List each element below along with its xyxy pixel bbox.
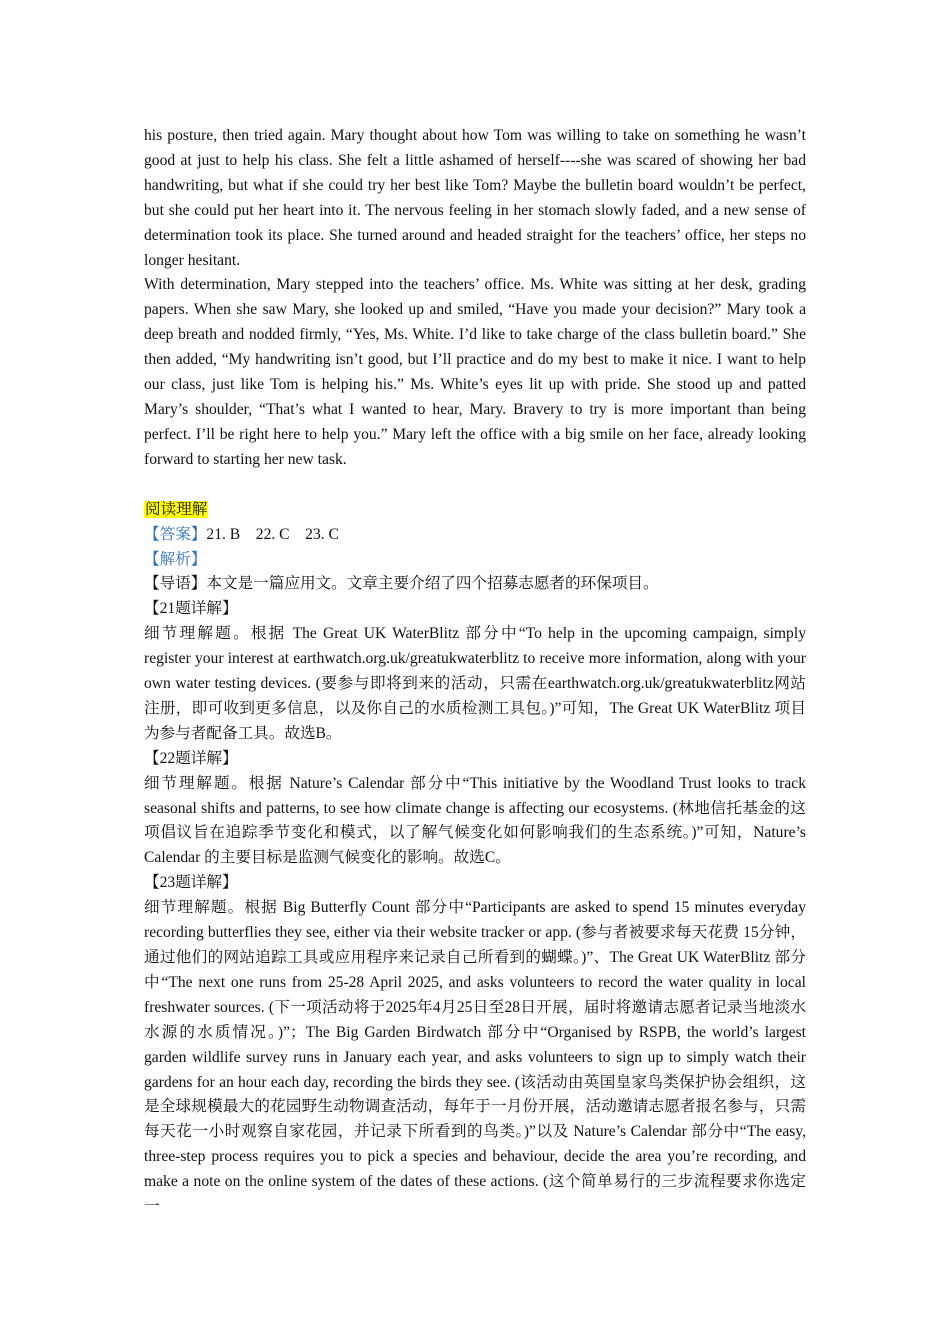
q22-body: 细节理解题。根据 Nature’s Calendar 部分中“This initiative by the Woodland Trust looks to track seasonal shifts and patterns, to see how climate change is affecting our ecosystems. (林地信托基金的这项倡议旨在追踪季节变化和模式，以了解气候变化如何影响我们的生态系统。)”可知，Nature’s Calendar 的主要目标是监测气候变化的影响。故选C。 [144,774,806,867]
section-title: 阅读理解 [145,500,208,518]
document-page [144,124,806,1220]
analysis-label: 【解析】 [144,550,207,568]
section-title-line [144,498,806,523]
story-paragraph-2: With determination, Mary stepped into the teachers’ office. Ms. White was sitting at her desk, grading papers. When she saw Mary, she looked up and smiled, “Have you made your decision?” Mary took a deep breath and nodded firmly, “Yes, Ms. White. I’d like to take charge of the class bulletin board.” She then added, “My handwriting isn’t good, but I’ll practice and do my best to make it nice. I want to help our class, just like Tom is helping his.” Ms. White’s eyes lit up with pride. She stood up and patted Mary’s shoulder, “That’s what I wanted to hear, Mary. Bravery to try is more important than being perfect. I’ll be right here to help you.” Mary left the office with a big smile on her face, already looking forward to starting her new task. [144,276,806,468]
analysis-line [144,548,806,573]
q21-body: 细节理解题。根据 The Great UK WaterBlitz 部分中“To help in the upcoming campaign, simply register your interest at earthwatch.org.uk/greatukwaterblitz to receive more information, along with your own water testing devices. (要参与即将到来的活动，只需在earthwatch.org.uk/greatukwaterblitz网站注册，即可收到更多信息，以及你自己的水质检测工具包。)”可知，The Great UK WaterBlitz 项目为参与者配备工具。故选B。 [144,625,806,742]
intro-paragraph: 【导语】本文是一篇应用文。文章主要介绍了四个招募志愿者的环保项目。 [144,575,659,593]
q23-body: 细节理解题。根据 Big Butterfly Count 部分中“Participants are asked to spend 15 minutes everyday recording butterflies they see, either via their website tracker or app. (参与者被要求每天花费 15分钟，通过他们的网站追踪工具或应用程序来记录自己所看到的蝴蝶。)”、The Great UK WaterBlitz 部分中“The next one runs from 25-28 April 2025, and asks volunteers to record the water quality in local freshwater sources. (下一项活动将于2025年4月25日至28日开展，届时将邀请志愿者记录当地淡水水源的水质情况。)”；The Big Garden Birdwatch 部分中“Organised by RSPB, the world’s largest garden wildlife survey runs in January each year, and asks volunteers to sign up to simply watch their gardens for an hour each day, recording the birds they see. (该活动由英国皇家鸟类保护协会组织，这是全球规模最大的花园野生动物调查活动，每年于一月份开展，活动邀请志愿者报名参与，只需每天花一小时观察自家花园，并记录下所看到的鸟类。)”以及 Nature’s Calendar 部分中“The easy, three-step process requires you to pick a species and behaviour, decide the area you’re recording, and make a note on the online system of the dates of these actions. (这个简单易行的三步流程要求你选定一 [144,899,806,1216]
q21-heading: 【21题详解】 [144,600,238,618]
story-paragraph-1: his posture, then tried again. Mary thought about how Tom was willing to take on something he wasn’t good at just to help his class. She felt a little ashamed of herself----she was scared of showing her bad handwriting, but what if she could try her best like Tom? Maybe the bulletin board wouldn’t be perfect, but she could put her heart into it. The nervous feeling in her stomach slowly faded, and a new sense of determination took its place. She turned around and headed straight for the teachers’ office, her steps no longer hesitant. [144,127,806,269]
answer-line [144,523,806,548]
answer-value: 21. B 22. C 23. C [206,525,339,543]
answer-label: 【答案】 [144,525,207,543]
spacer [144,473,806,498]
q23-heading: 【23题详解】 [144,874,238,892]
q22-heading: 【22题详解】 [144,749,238,767]
